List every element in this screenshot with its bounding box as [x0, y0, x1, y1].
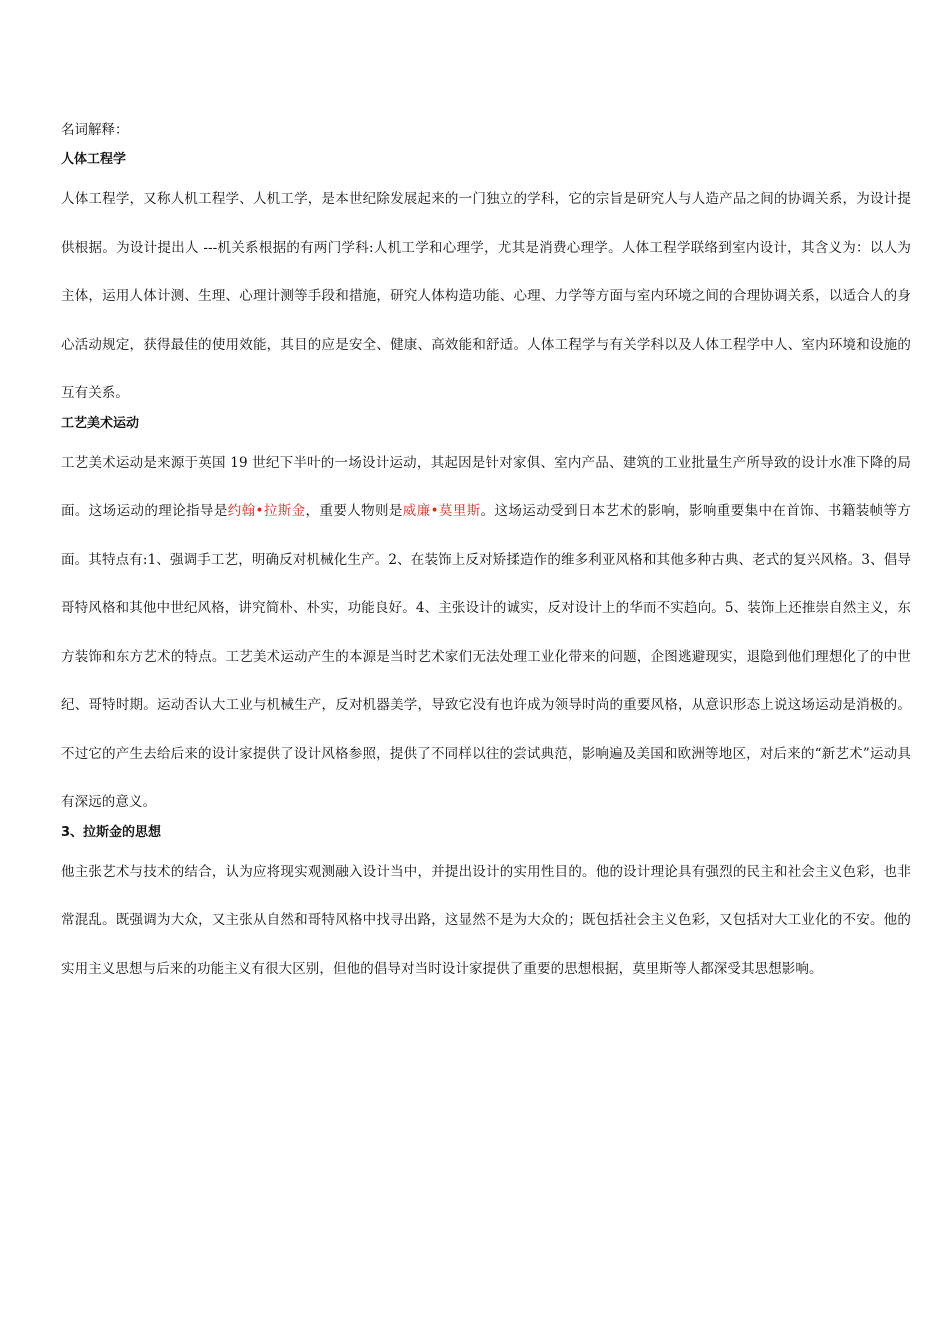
body-text-part-c: 。这场运动受到日本艺术的影响，影响重要集中在首饰、书籍装帧等方面。其特点有:1、强调手工艺，明确反对机械化生产。2、在装饰上反对矫揉造作的维多利亚风格和其他多种古典、老式的复兴风格。3、倡导哥特风格和其他中世纪风格，讲究简朴、朴实，功能良好。4、主张设计的诚实，反对设计上的华而不实趋向。5、装饰上还推崇自然主义，东方装饰和东方艺术的特点。工艺美术运动产生的本源是当时艺术家们无法处理工业化带来的问题，企图逃避现实，退隐到他们理想化了的中世纪、哥特时期。运动否认大工业与机械生产，反对机器美学，导致它没有也许成为领导时尚的重要风格，从意识形态上说这场运动是消极的。不过它的产生去给后来的设计家提供了设计风格参照，提供了不同样以往的尝试典范，影响遍及美国和欧洲等地区，对后来的“新艺术”运动具有深远的意义。: [61, 503, 911, 810]
glossary-intro-label: 名词解释：: [61, 122, 129, 138]
section-arts-and-crafts: [61, 414, 911, 827]
document-page: [61, 120, 911, 993]
body-text-part-a: 工艺美术运动是来源于英国 19 世纪下半叶的一场设计运动，其起因是针对家俱、室内产品、建筑的工业批量生产所导致的设计水准下降的局面。这场运动的理论指导是: [61, 454, 911, 519]
section-ruskin-thought: [61, 823, 911, 994]
section-body-arts-and-crafts: [61, 439, 911, 827]
section-body-ergonomics: 人体工程学，又称人机工程学、人机工学，是本世纪除发展起来的一门独立的学科，它的宗旨是研究人与人造产品之间的协调关系，为设计提供根据。为设计提出人 ---机关系根据的有两门学科:人机工学和心理学，尤其是消费心理学。人体工程学联络到室内设计，其含义为：以人为主体，运用人体计测、生理、心理计测等手段和措施，研究人体构造功能、心理、力学等方面与室内环境之间的合理协调关系，以适合人的身心活动规定，获得最佳的使用效能，其目的应是安全、健康、高效能和舒适。人体工程学与有关学科以及人体工程学中人、室内环境和设施的互有关系。: [61, 191, 911, 401]
section-ergonomics: [61, 150, 911, 418]
section-heading-ruskin-thought: 3、拉斯金的思想: [61, 824, 162, 840]
section-heading-ergonomics: 人体工程学: [61, 152, 127, 167]
section-heading-arts-and-crafts: 工艺美术运动: [61, 415, 140, 431]
highlight-person-ruskin: 约翰•拉斯金: [227, 503, 306, 519]
body-text-part-b: ，重要人物则是: [305, 503, 403, 519]
section-body-ruskin-thought: 他主张艺术与技术的结合，认为应将现实观测融入设计当中，并提出设计的实用性目的。他的设计理论具有强烈的民主和社会主义色彩，也非常混乱。既强调为大众，又主张从自然和哥特风格中找寻出路，这显然不是为大众的；既包括社会主义色彩，又包括对大工业化的不安。他的实用主义思想与后来的功能主义有很大区别，但他的倡导对当时设计家提供了重要的思想根据，莫里斯等人都深受其思想影响。: [61, 863, 911, 977]
highlight-person-morris: 威廉•莫里斯: [402, 503, 481, 519]
